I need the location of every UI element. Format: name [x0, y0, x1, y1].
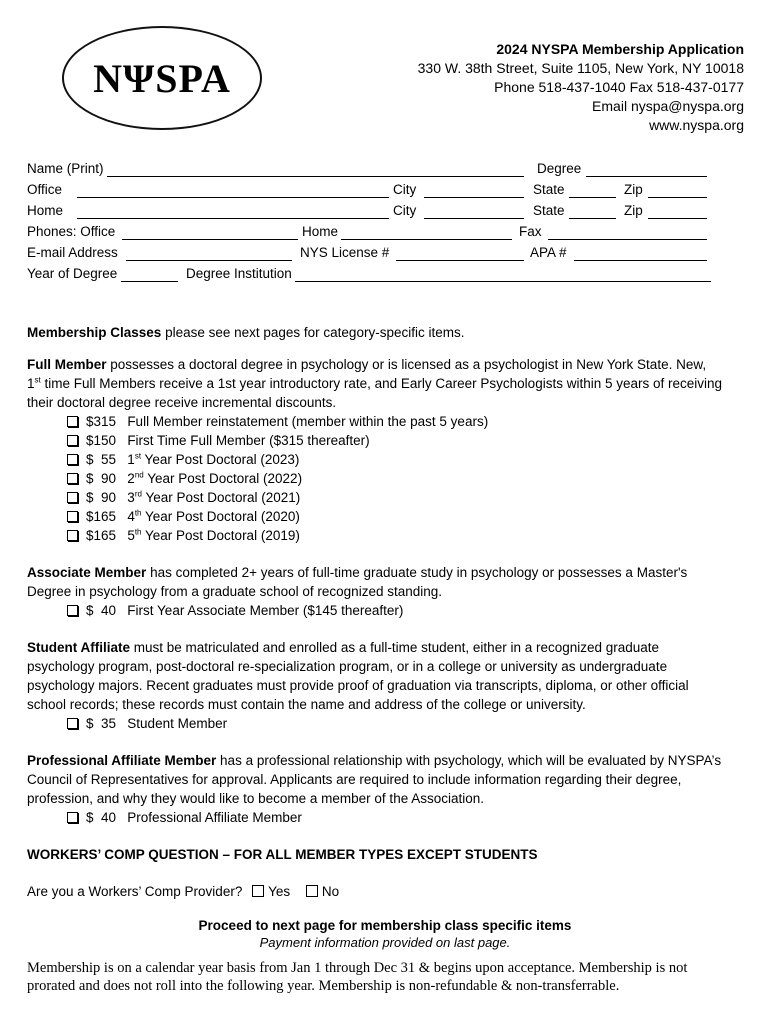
full-member-option [67, 488, 747, 507]
form-row-office [27, 181, 717, 202]
year-of-degree-field[interactable] [121, 281, 178, 282]
workers-comp-yes-checkbox[interactable] [252, 885, 264, 897]
option-label-post: Year Post Doctoral (2020) [141, 509, 300, 524]
logo-text: NΨSPA [93, 55, 231, 101]
membership-terms [27, 959, 747, 995]
option-label-pre: Full Member reinstatement (member within the past 5 years) [127, 414, 489, 429]
option-price: $150 [86, 433, 117, 448]
full-member-desc-2: time Full Members receive a 1st year introductory rate, and Early Career Psychologists within 5 years of receiving [40, 376, 723, 391]
option-label-sup: th [134, 508, 142, 518]
associate-member-section [27, 563, 747, 620]
full-member-section [27, 355, 747, 545]
option-label-sup: st [134, 451, 142, 461]
option-price: $315 [86, 414, 117, 429]
email: Email nyspa@nyspa.org [592, 98, 744, 114]
option-label-sup: nd [134, 470, 144, 480]
home-state-label: State [533, 203, 565, 218]
option-label-pre: 5 [127, 528, 135, 543]
email-label: E-mail Address [27, 245, 118, 260]
home-zip-label: Zip [624, 203, 643, 218]
payment-note: Payment information provided on last page. [259, 935, 511, 950]
option-price: $ 90 [86, 490, 117, 505]
option-label-pre: 3 [127, 490, 135, 505]
full-member-desc-3: their doctoral degree receive incremental discounts. [27, 395, 337, 410]
professional-desc-3: profession, and why they would like to become a member of the Association. [27, 791, 484, 806]
application-title: 2024 NYSPA Membership Application [496, 41, 744, 57]
office-city-label: City [393, 182, 417, 197]
proceed-note: Proceed to next page for membership class specific items [198, 918, 572, 933]
associate-price: $ 40 [86, 603, 117, 618]
terms-line-2: prorated and does not roll into the following year. Membership is non-refundable & non-transferrable. [27, 978, 620, 994]
option-price: $165 [86, 509, 117, 524]
associate-desc-1: has completed 2+ years of full-time graduate study in psychology or possesses a Master's [146, 565, 688, 580]
form-row-name [27, 160, 717, 181]
associate-checkbox[interactable] [67, 605, 78, 616]
student-desc-1: must be matriculated and enrolled as a full-time student, either in a recognized graduate [130, 640, 660, 655]
full-member-checkbox[interactable] [67, 511, 78, 522]
option-price: $ 55 [86, 452, 117, 467]
full-member-heading: Full Member [27, 357, 107, 372]
associate-option [67, 601, 747, 620]
student-affiliate-heading: Student Affiliate [27, 640, 130, 655]
full-member-checkbox[interactable] [67, 473, 78, 484]
degree-institution-field[interactable] [295, 281, 711, 282]
name-label: Name (Print) [27, 161, 104, 176]
phone-home-field[interactable] [341, 239, 512, 240]
option-label-pre: 2 [127, 471, 135, 486]
workers-comp-no-checkbox[interactable] [306, 885, 318, 897]
student-option-label: Student Member [127, 716, 228, 731]
student-desc-4: school records; these records must contain the name and address of the college or university. [27, 697, 586, 712]
full-member-option [67, 450, 747, 469]
professional-affiliate-heading: Professional Affiliate Member [27, 753, 217, 768]
office-zip-field[interactable] [648, 197, 707, 198]
office-zip-label: Zip [624, 182, 643, 197]
website: www.nyspa.org [649, 117, 744, 133]
option-label-post: Year Post Doctoral (2019) [141, 528, 300, 543]
workers-comp-yes-label: Yes [268, 884, 291, 899]
option-label-sup: rd [134, 489, 142, 499]
phone-fax: Phone 518-437-1040 Fax 518-437-0177 [494, 79, 744, 95]
email-field[interactable] [126, 260, 292, 261]
full-member-option [67, 469, 747, 488]
professional-checkbox[interactable] [67, 812, 78, 823]
full-member-checkbox[interactable] [67, 435, 78, 446]
membership-classes-intro [27, 323, 747, 342]
office-state-field[interactable] [569, 197, 616, 198]
form-row-phones [27, 223, 717, 244]
associate-member-heading: Associate Member [27, 565, 147, 580]
student-price: $ 35 [86, 716, 117, 731]
full-member-option [67, 412, 747, 431]
professional-desc-1: has a professional relationship with psychology, which will be evaluated by NYSPA’s [216, 753, 722, 768]
workers-comp-heading: WORKERS’ COMP QUESTION – FOR ALL MEMBER TYPES EXCEPT STUDENTS [27, 847, 538, 862]
apa-label: APA # [530, 245, 567, 260]
home-field[interactable] [77, 218, 389, 219]
professional-price: $ 40 [86, 810, 117, 825]
full-member-desc-2-num: 1 [27, 376, 35, 391]
workers-comp-no-label: No [321, 884, 340, 899]
applicant-form [27, 160, 717, 286]
office-field[interactable] [77, 197, 389, 198]
phone-home-label: Home [302, 224, 339, 239]
full-member-desc-1: possesses a doctoral degree in psychology or is licensed as a psychologist in New York State. New, [106, 357, 707, 372]
student-option [67, 714, 747, 733]
form-row-home [27, 202, 717, 223]
full-member-option [67, 507, 747, 526]
associate-option-label: First Year Associate Member ($145 thereafter) [127, 603, 404, 618]
home-city-label: City [393, 203, 417, 218]
form-row-degree [27, 265, 717, 286]
workers-comp-question-row [27, 882, 747, 901]
nyspa-logo [62, 26, 262, 130]
membership-classes-text: please see next pages for category-specific items. [161, 325, 465, 340]
option-label-post: Year Post Doctoral (2023) [141, 452, 300, 467]
option-price: $165 [86, 528, 117, 543]
fax-label: Fax [519, 224, 542, 239]
phone-office-label: Phones: Office [27, 224, 116, 239]
option-label-pre: 4 [127, 509, 135, 524]
apa-field[interactable] [574, 260, 707, 261]
nys-license-label: NYS License # [300, 245, 390, 260]
associate-desc-2: Degree in psychology from a graduate school of recognized standing. [27, 584, 442, 599]
degree-label: Degree [537, 161, 582, 176]
option-label-sup: th [134, 527, 142, 537]
full-member-option [67, 526, 747, 545]
office-state-label: State [533, 182, 565, 197]
option-label-post: Year Post Doctoral (2021) [141, 490, 301, 505]
professional-affiliate-section [27, 751, 747, 827]
terms-line-1: Membership is on a calendar year basis from Jan 1 through Dec 31 & begins upon acceptance. Membership is not [27, 960, 688, 976]
option-label-pre: First Time Full Member ($315 thereafter) [127, 433, 370, 448]
office-label: Office [27, 182, 63, 197]
name-field[interactable] [107, 176, 524, 177]
phone-office-field[interactable] [122, 239, 298, 240]
full-member-checkbox[interactable] [67, 492, 78, 503]
student-desc-3: psychology majors. Recent graduates must provide proof of graduation via transcripts, diploma, or other official [27, 678, 689, 693]
home-zip-field[interactable] [648, 218, 707, 219]
full-member-checkbox[interactable] [67, 416, 78, 427]
professional-desc-2: Council of Representatives for approval. Applicants are required to include information regarding their degree, [27, 772, 682, 787]
degree-field[interactable] [586, 176, 707, 177]
nys-license-field[interactable] [396, 260, 524, 261]
full-member-desc-2-sup: st [34, 375, 41, 385]
workers-comp-question: Are you a Workers’ Comp Provider? [27, 884, 243, 899]
full-member-checkbox[interactable] [67, 454, 78, 465]
home-state-field[interactable] [569, 218, 616, 219]
membership-classes-heading: Membership Classes [27, 325, 162, 340]
form-row-email [27, 244, 717, 265]
full-member-options [27, 412, 747, 545]
student-desc-2: psychology program, post-doctoral re-specialization program, or in a college or university as undergraduate [27, 659, 668, 674]
home-city-field[interactable] [424, 218, 524, 219]
fax-field[interactable] [548, 239, 707, 240]
option-label-post: Year Post Doctoral (2022) [143, 471, 303, 486]
professional-option [67, 808, 747, 827]
year-of-degree-label: Year of Degree [27, 266, 118, 281]
professional-option-label: Professional Affiliate Member [127, 810, 302, 825]
address: 330 W. 38th Street, Suite 1105, New York, NY 10018 [417, 60, 744, 76]
option-price: $ 90 [86, 471, 117, 486]
degree-institution-label: Degree Institution [186, 266, 292, 281]
home-label: Home [27, 203, 64, 218]
office-city-field[interactable] [424, 197, 524, 198]
option-label-pre: 1 [127, 452, 135, 467]
letterhead [418, 40, 744, 135]
full-member-option [67, 431, 747, 450]
student-checkbox[interactable] [67, 718, 78, 729]
full-member-checkbox[interactable] [67, 530, 78, 541]
student-affiliate-section [27, 638, 747, 733]
